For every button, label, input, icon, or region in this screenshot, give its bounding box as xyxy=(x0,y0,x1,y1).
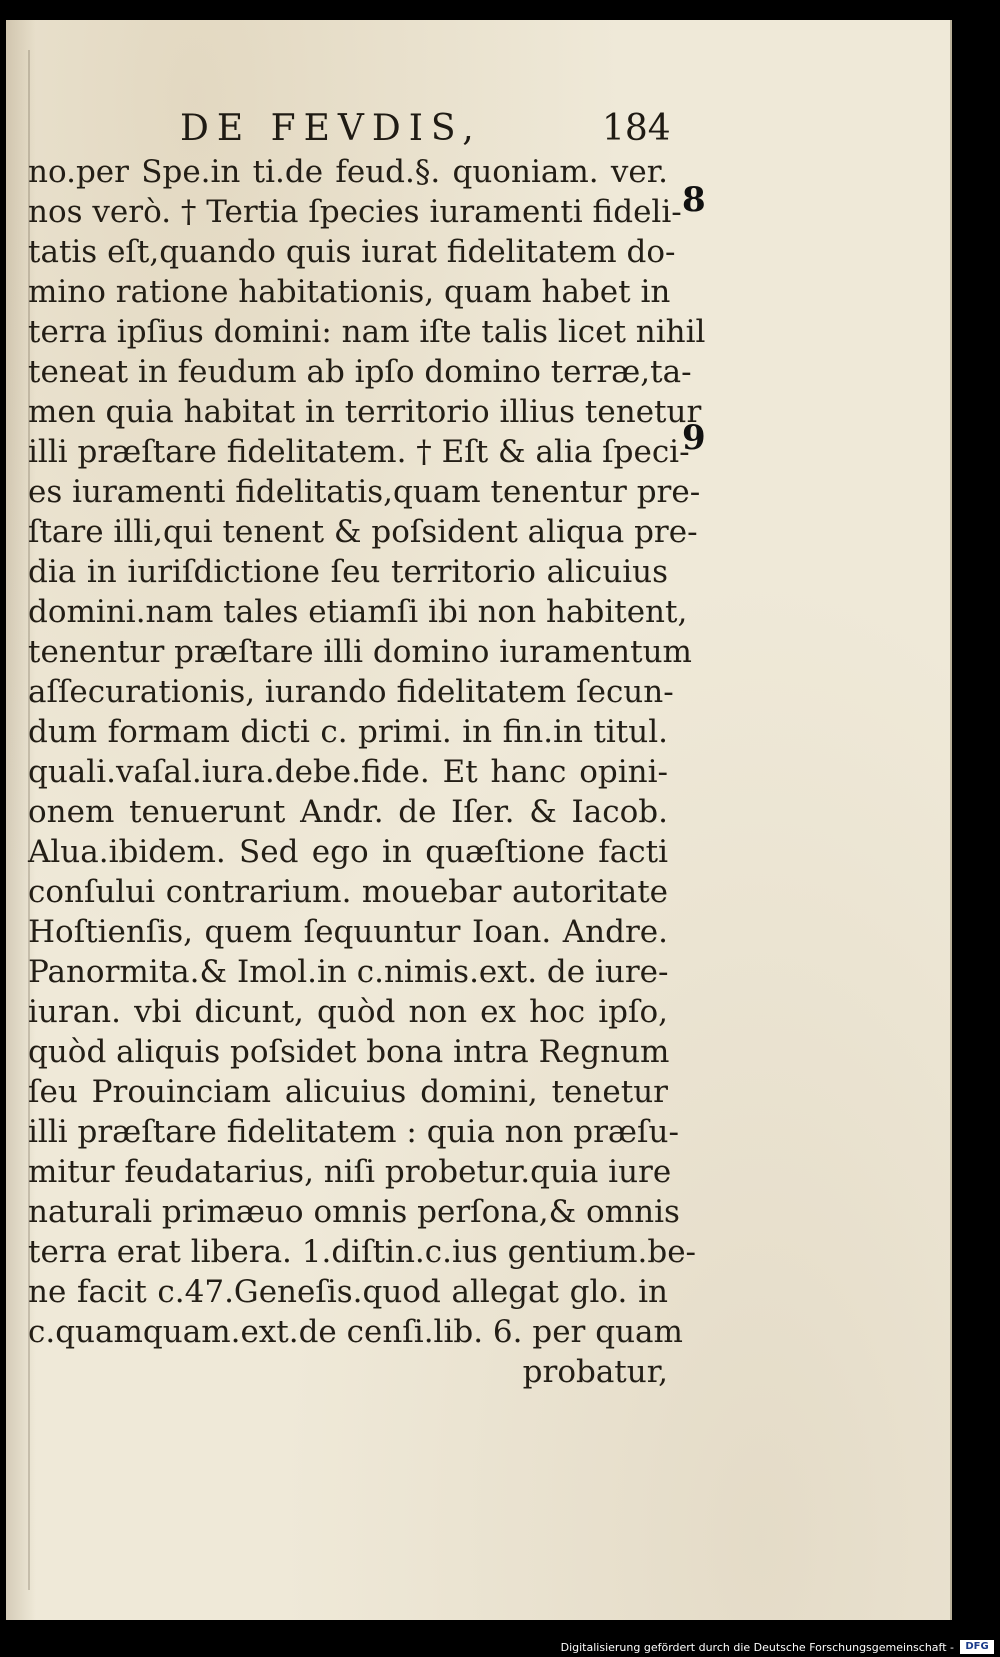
text-line: men quia habitat in territorio illius tenetur xyxy=(28,394,702,430)
dfg-logo: DFG xyxy=(960,1640,994,1654)
text-line: dia in iuriſdictione ſeu territorio alicuius xyxy=(28,554,668,590)
body-text xyxy=(28,152,706,1392)
text-line: illi præſtare fidelitatem : quia non præſu- xyxy=(28,1114,679,1150)
text-line: conſului contrarium. mouebar autoritate xyxy=(28,874,668,910)
text-line: ſtare illi,qui tenent & poſsident aliqua pre- xyxy=(28,514,698,550)
marginal-note-9: 9 xyxy=(682,418,706,458)
running-title: DE FEVDIS, xyxy=(180,108,482,149)
text-line: nos verò. † Tertia ſpecies iuramenti fideli- xyxy=(28,194,682,230)
text-line: Panormita.& Imol.in c.nimis.ext. de iure- xyxy=(28,954,669,990)
text-line: dum formam dicti c. primi. in fin.in titul. xyxy=(28,714,668,750)
text-line: tenentur præſtare illi domino iuramentum xyxy=(28,634,692,670)
text-line: aſſecurationis, iurando fidelitatem ſecun- xyxy=(28,674,674,710)
text-line: tatis eſt,quando quis iurat fidelitatem do- xyxy=(28,234,676,270)
text-line: no.per Spe.in ti.de feud.§. quoniam. ver. xyxy=(28,154,668,190)
text-line: mino ratione habitationis, quam habet in xyxy=(28,274,671,310)
text-line: teneat in feudum ab ipſo domino terræ,ta- xyxy=(28,354,692,390)
text-line: illi præſtare fidelitatem. † Eſt & alia ſpeci- xyxy=(28,434,690,470)
text-line: es iuramenti fidelitatis,quam tenentur pre- xyxy=(28,474,701,510)
page-number: 184 xyxy=(602,108,671,149)
text-line: Hoſtienſis, quem ſequuntur Ioan. Andre. xyxy=(28,914,668,950)
text-line: onem tenuerunt Andr. de Iſer. & Iacob. xyxy=(28,794,668,830)
text-line: ne facit c.47.Geneſis.quod allegat glo. in xyxy=(28,1274,668,1310)
text-line: mitur feudatarius, niſi probetur.quia iure xyxy=(28,1154,672,1190)
text-line: iuran. vbi dicunt, quòd non ex hoc ipſo, xyxy=(28,994,668,1030)
text-line: Alua.ibidem. Sed ego in quæſtione facti xyxy=(28,834,668,870)
digitization-credit: Digitalisierung gefördert durch die Deutsche Forschungsgemeinschaft - xyxy=(560,1641,954,1654)
marginal-note-8: 8 xyxy=(682,180,706,220)
text-line: quali.vaſal.iura.debe.fide. Et hanc opini- xyxy=(28,754,668,790)
text-line: c.quamquam.ext.de cenſi.lib. 6. per quam xyxy=(28,1314,683,1350)
text-line: naturali primæuo omnis perſona,& omnis xyxy=(28,1194,680,1230)
text-line: ſeu Prouinciam alicuius domini, tenetur xyxy=(28,1074,668,1110)
text-line: quòd aliquis poſsidet bona intra Regnum xyxy=(28,1034,670,1070)
text-line: terra ipſius domini: nam iſte talis licet nihil xyxy=(28,314,706,350)
catchword: probatur, xyxy=(522,1354,668,1390)
text-line: domini.nam tales etiamſi ibi non habitent, xyxy=(28,594,688,630)
text-line: terra erat libera. 1.diſtin.c.ius gentium.be- xyxy=(28,1234,697,1270)
